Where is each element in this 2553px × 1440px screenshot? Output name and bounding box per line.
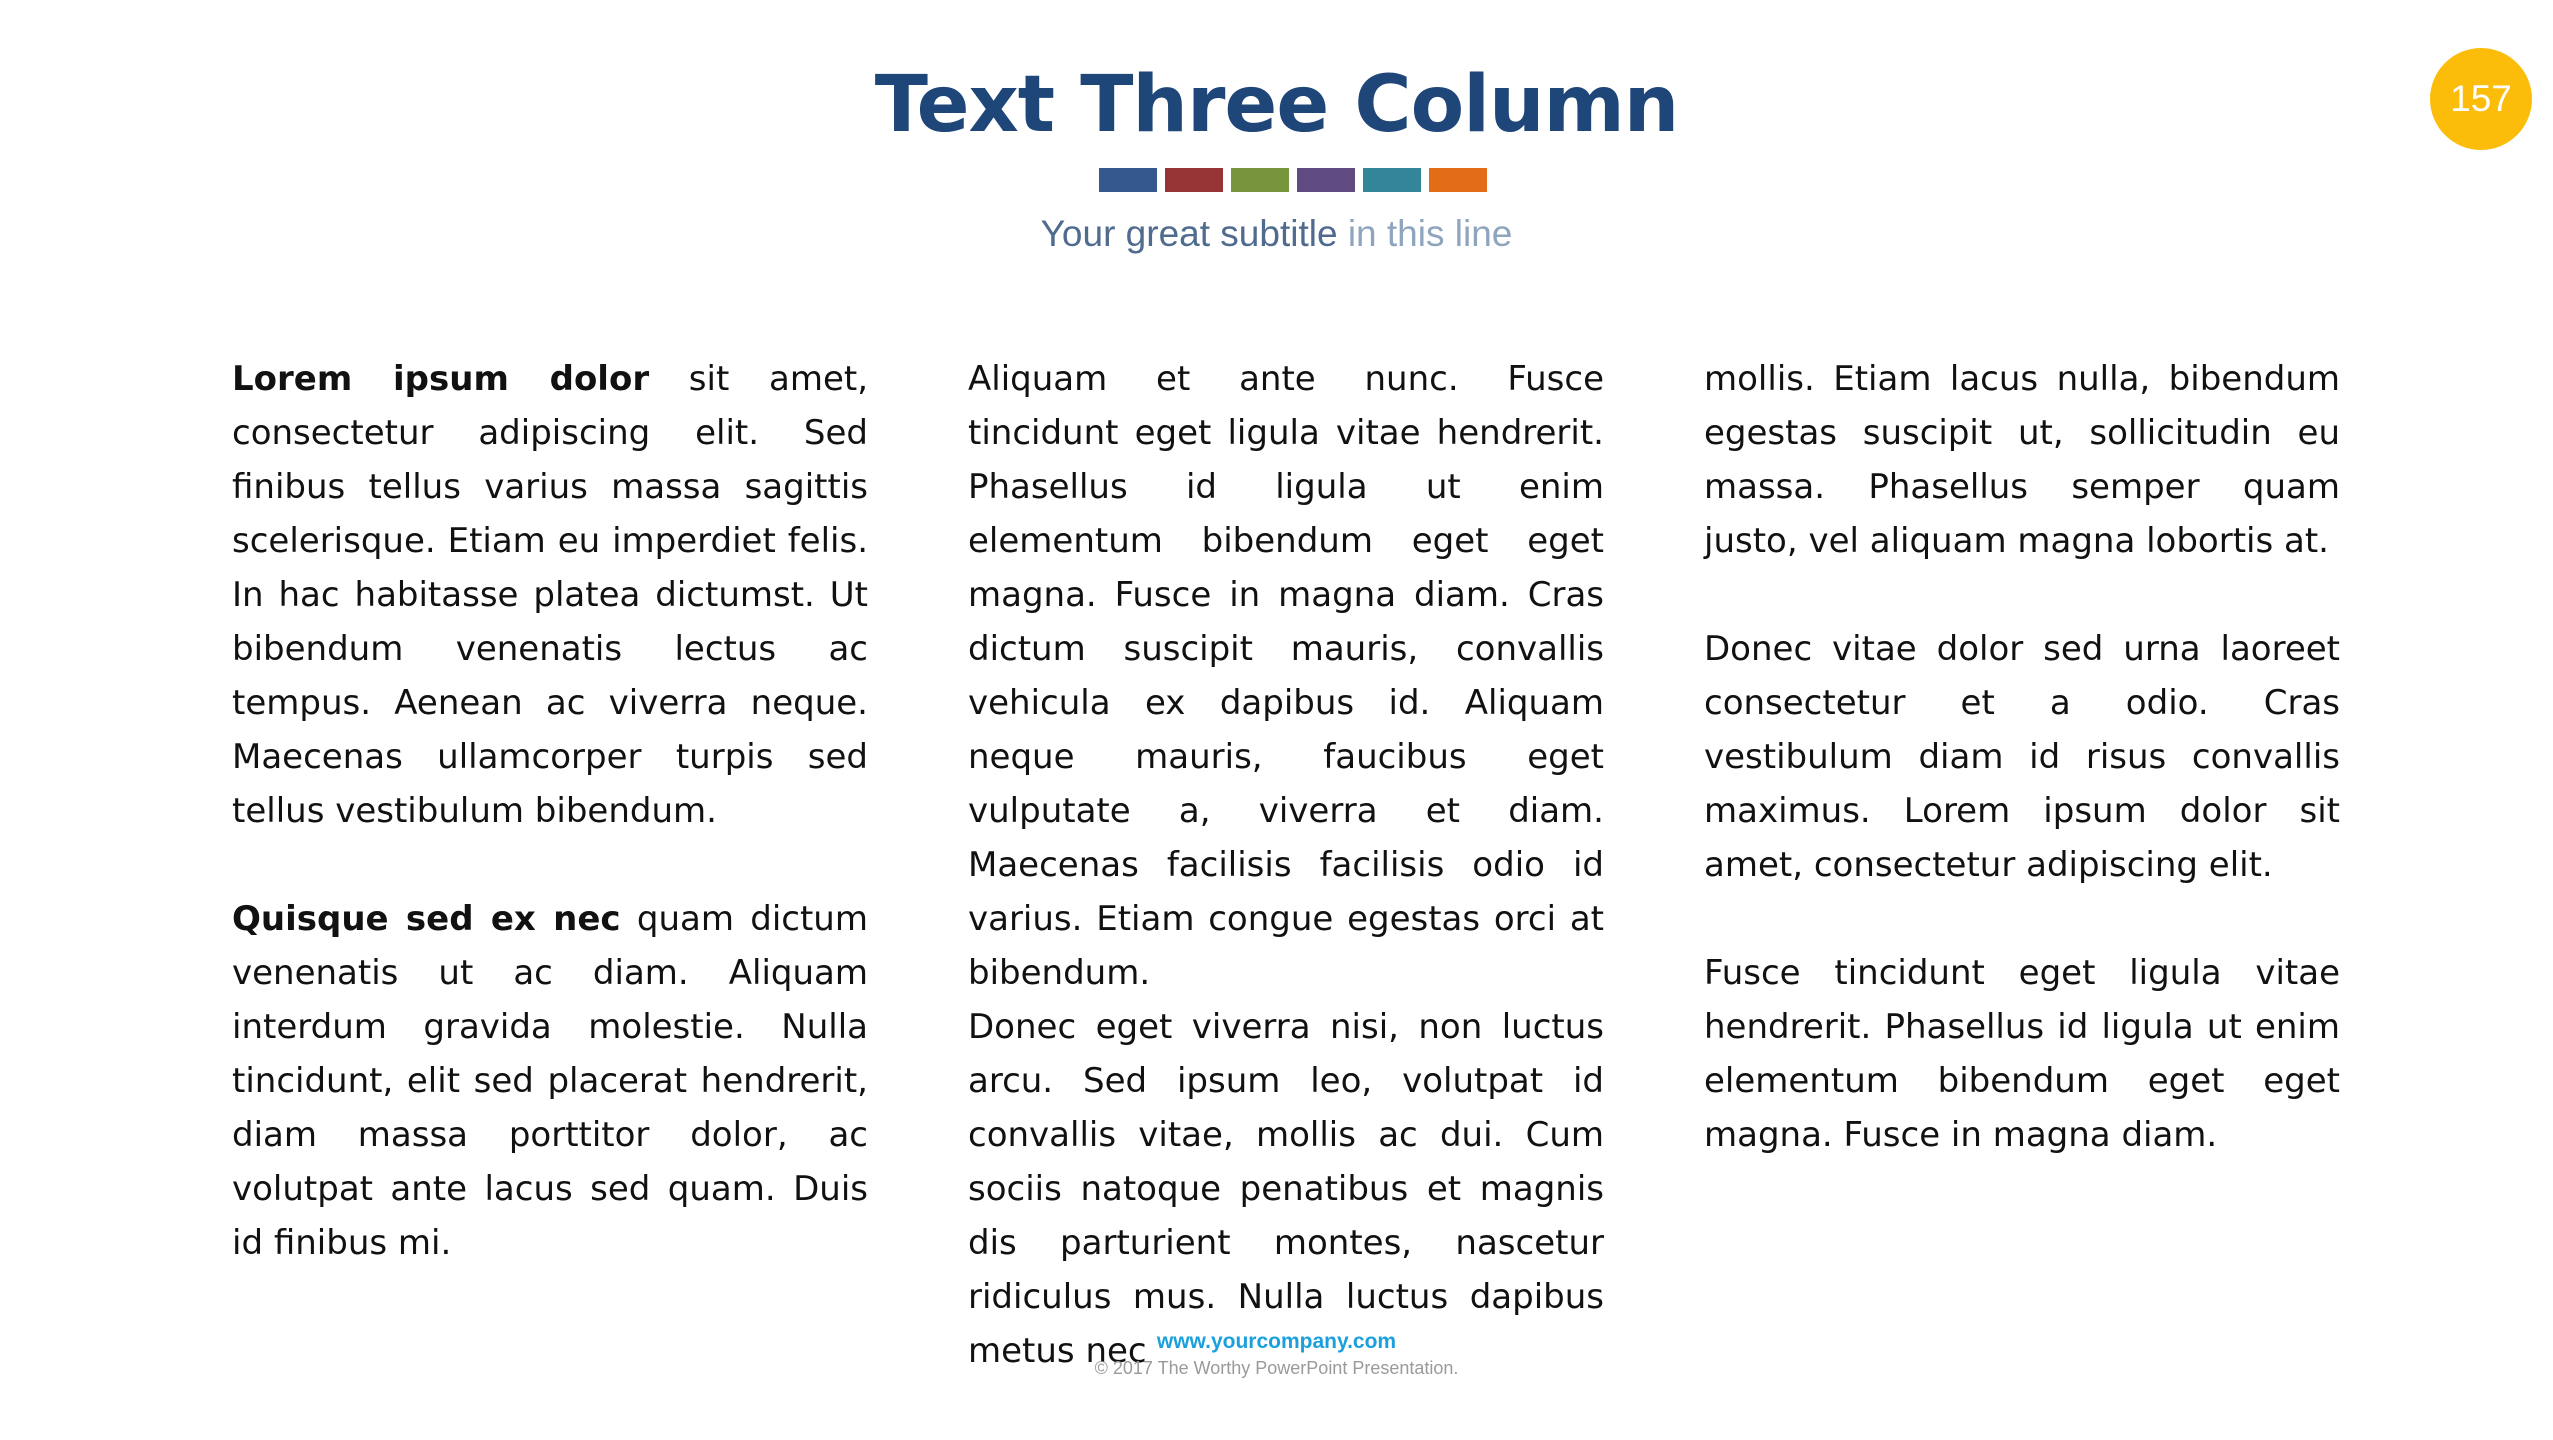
slide-subtitle <box>0 207 2553 261</box>
column-2-paragraph-2: Donec eget viverra nisi, non luctus arcu. Sed ipsum leo, volutpat id convallis vitae, mollis ac dui. Cum sociis natoque penatibus et magnis dis parturient montes, nascetur ridiculus mus. Nulla luctus dapibus metus nec <box>968 1007 1604 1371</box>
subtitle-main: Your great subtitle <box>1040 213 1338 254</box>
color-bar-red <box>1165 168 1223 192</box>
page-number-badge: 157 <box>2430 48 2532 150</box>
color-bar-strip <box>1099 168 1487 192</box>
lead-in-bold: Lorem ipsum dolor <box>232 359 650 399</box>
column-3-paragraph-3: Fusce tincidunt eget ligula vitae hendrerit. Phasellus id ligula ut enim elementum bibendum eget eget magna. Fusce in magna diam. <box>1704 953 2340 1155</box>
text-column-1 <box>232 352 868 1270</box>
column-2-paragraph-1: Aliquam et ante nunc. Fusce tincidunt eget ligula vitae hendrerit. Phasellus id ligula ut enim elementum bibendum eget eget magna. Fusce in magna diam. Cras dictum suscipit mauris, convallis vehicula ex dapibus id. Aliquam neque mauris, faucibus eget vulputate a, viverra et diam. Maecenas facilisis facilisis odio id varius. Etiam congue egestas orci at bibendum. <box>968 359 1604 993</box>
paragraph-text: sit amet, consectetur adipiscing elit. Sed finibus tellus varius massa sagittis scelerisque. Etiam eu imperdiet felis. In hac habitasse platea dictumst. Ut bibendum venenatis lectus ac tempus. Aenean ac viverra neque. Maecenas ullamcorper turpis sed tellus vestibulum bibendum. <box>232 359 869 831</box>
column-3-paragraph-2: Donec vitae dolor sed urna laoreet consectetur et a odio. Cras vestibulum diam id risus convallis maximus. Lorem ipsum dolor sit amet, consectetur adipiscing elit. <box>1704 629 2340 885</box>
column-3-paragraph-1: mollis. Etiam lacus nulla, bibendum egestas suscipit ut, sollicitudin eu massa. Phasellus semper quam justo, vel aliquam magna lobortis at. <box>1704 359 2340 561</box>
footer-company-url[interactable]: www.yourcompany.com <box>1156 1330 1397 1353</box>
slide-title: Text Three Column <box>874 60 1679 150</box>
color-bar-green <box>1231 168 1289 192</box>
color-bar-teal <box>1363 168 1421 192</box>
lead-in-bold: Quisque sed ex nec <box>232 899 621 939</box>
color-bar-purple <box>1297 168 1355 192</box>
paragraph-text: quam dictum venenatis ut ac diam. Aliquam interdum gravida molestie. Nulla tincidunt, elit sed placerat hendrerit, diam massa porttitor dolor, ac volutpat ante lacus sed quam. Duis id finibus mi. <box>232 899 868 1263</box>
column-1-paragraph-2 <box>232 892 868 1270</box>
color-bar-blue <box>1099 168 1157 192</box>
subtitle-accent: in this line <box>1347 213 1513 254</box>
text-column-2 <box>968 352 1604 1378</box>
text-column-3 <box>1704 352 2340 1162</box>
color-bar-orange <box>1429 168 1487 192</box>
column-1-paragraph-1 <box>232 352 868 838</box>
footer-copyright: © 2017 The Worthy PowerPoint Presentation. <box>1094 1358 1459 1378</box>
